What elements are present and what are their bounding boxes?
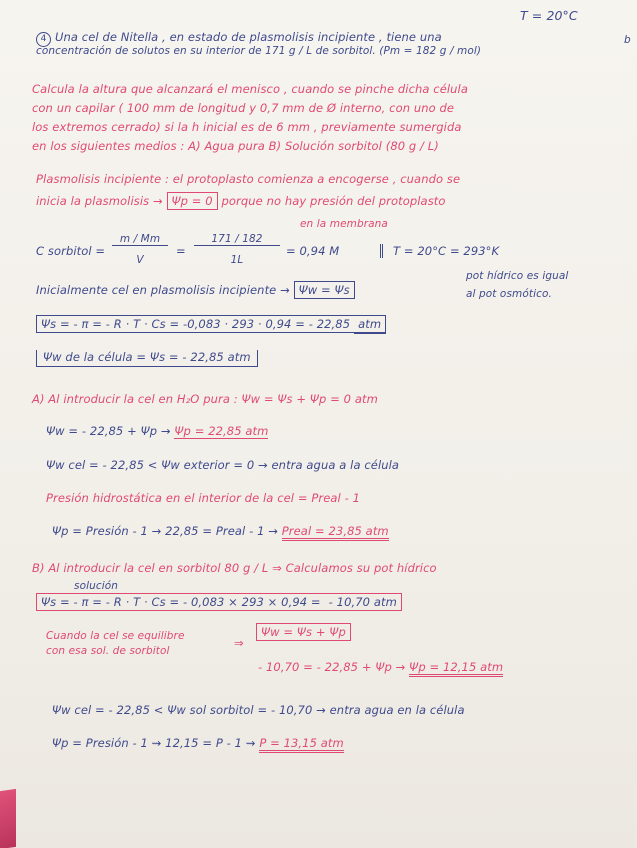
part-b-psi-p-result: Ψp = 12,15 atm [409,660,503,677]
equals-sign: = [176,244,186,258]
part-a-line-4: Presión hidrostática en el interior de la cel = Preal - 1 [46,491,361,505]
initial-note-1: pot hídrico es igual [466,270,569,282]
question-line-2: con un capilar ( 100 mm de longitud y 0,7 mm de Ø interno, con uno de [32,101,455,115]
part-b-psi-s-equation: Ψs = - π = - R · T · Cs = - 0,083 × 293 × 0,94 = [36,593,325,611]
part-a-line-2 [46,424,268,438]
statement-text: Una cel de Nitella , en estado de plasmolisis incipiente , tiene una [55,30,442,44]
part-a-line-3: Ψw cel = - 22,85 < Ψw exterior = 0 → entra agua a la célula [46,458,400,472]
temperature-note: T = 20°C [520,8,578,23]
temperature-kelvin: T = 20°C = 293°K [380,244,499,258]
question-line-1: Calcula la altura que alcanzará el menisco , cuando se pinche dicha célula [32,82,469,96]
part-b-line-5: Ψw cel = - 22,85 < Ψw sol sorbitol = - 10,70 → entra agua en la célula [52,703,465,717]
psi-s-unit: atm [354,315,386,334]
psi-s-equation [36,317,386,331]
part-b-line-6 [52,736,344,750]
initial-text: Inicialmente cel en plasmolisis incipiente → [36,283,290,297]
solution-label: solución [74,580,119,592]
concentration-result: = 0,94 M [286,244,340,258]
initial-state-line [36,283,355,297]
equilibrium-equation-box [256,625,351,639]
frac1-denominator: V [136,254,144,266]
question-line-3: los extremos cerrado) si la h inicial es de 6 mm , previamente sumergida [32,120,462,134]
pink-tape-decoration [0,789,16,848]
part-b-pressure-step: Ψp = Presión - 1 ⇝ 12,15 = P - 1 ⇝ [52,736,256,750]
psi-w-cell-result: Ψw de la célula = Ψs = - 22,85 atm [36,350,258,367]
part-b-pressure-result: P = 13,15 atm [259,736,344,753]
part-a-preal-result: Preal = 23,85 atm [282,524,389,541]
part-a-psi-w-step: Ψw = - 22,85 + Ψp → [46,424,171,438]
frac2-numerator: 171 / 182 [194,233,280,246]
psi-w-equals-psi-s-box: Ψw = Ψs [294,281,355,299]
part-b-psi-s-result: - 10,70 atm [325,593,402,611]
part-b-line-4 [258,660,503,674]
statement-line-2: concentración de solutos en su interior de 171 g / L de sorbitol. (Pm = 182 g / mol) [36,45,482,57]
plasmolisis-text: inicia la plasmolisis → [36,194,163,208]
implies-arrow: ⇒ [234,636,244,650]
plasmolisis-line-1: Plasmolisis incipiente : el protoplasto comienza a encogerse , cuando se [36,172,461,186]
part-a-psi-p-result: Ψp = 22,85 atm [174,424,269,438]
frac1-numerator: m / Mm [112,233,168,246]
plasmolisis-line-3: en la membrana [300,218,388,230]
plasmolisis-reason: porque no hay presión del protoplasto [221,194,446,208]
plasmolisis-line-2 [36,194,446,208]
part-a-intro: A) Al introducir la cel en H₂O pura : [32,392,238,406]
part-b-line-3b: con esa sol. de sorbitol [46,645,170,657]
psi-s-expression: Ψs = - π = - R · T · Cs = -0,083 · 293 · 0,94 = - 22,85 [36,315,354,333]
part-b-line-3a: Cuando la cel se equilibre [46,630,185,642]
part-a-pressure-step: Ψp = Presión - 1 → 22,85 = Preal - 1 → [52,524,278,538]
initial-note-2: al pot osmótico. [466,288,552,300]
frac2-denominator: 1L [230,254,244,266]
question-line-4: en los siguientes medios : A) Agua pura B) Solución sorbitol (80 g / L) [32,139,439,153]
part-b-psi-p-step: - 10,70 = - 22,85 + Ψp → [258,660,406,674]
equilibrium-equation: Ψw = Ψs + Ψp [256,623,351,641]
part-a-line-1 [32,392,378,406]
part-a-equation: Ψw = Ψs + Ψp = 0 atm [241,392,378,406]
part-b-line-2 [36,595,402,609]
part-b-line-1: B) Al introducir la cel en sorbitol 80 g / L ⇒ Calculamos su pot hídrico [32,561,437,575]
corner-mark: b [624,34,631,46]
part-a-line-5 [52,524,389,538]
psi-p-zero-box: Ψp = 0 [167,192,218,210]
concentration-lhs: C sorbitol = [36,244,106,258]
problem-number: 4 [36,32,51,47]
